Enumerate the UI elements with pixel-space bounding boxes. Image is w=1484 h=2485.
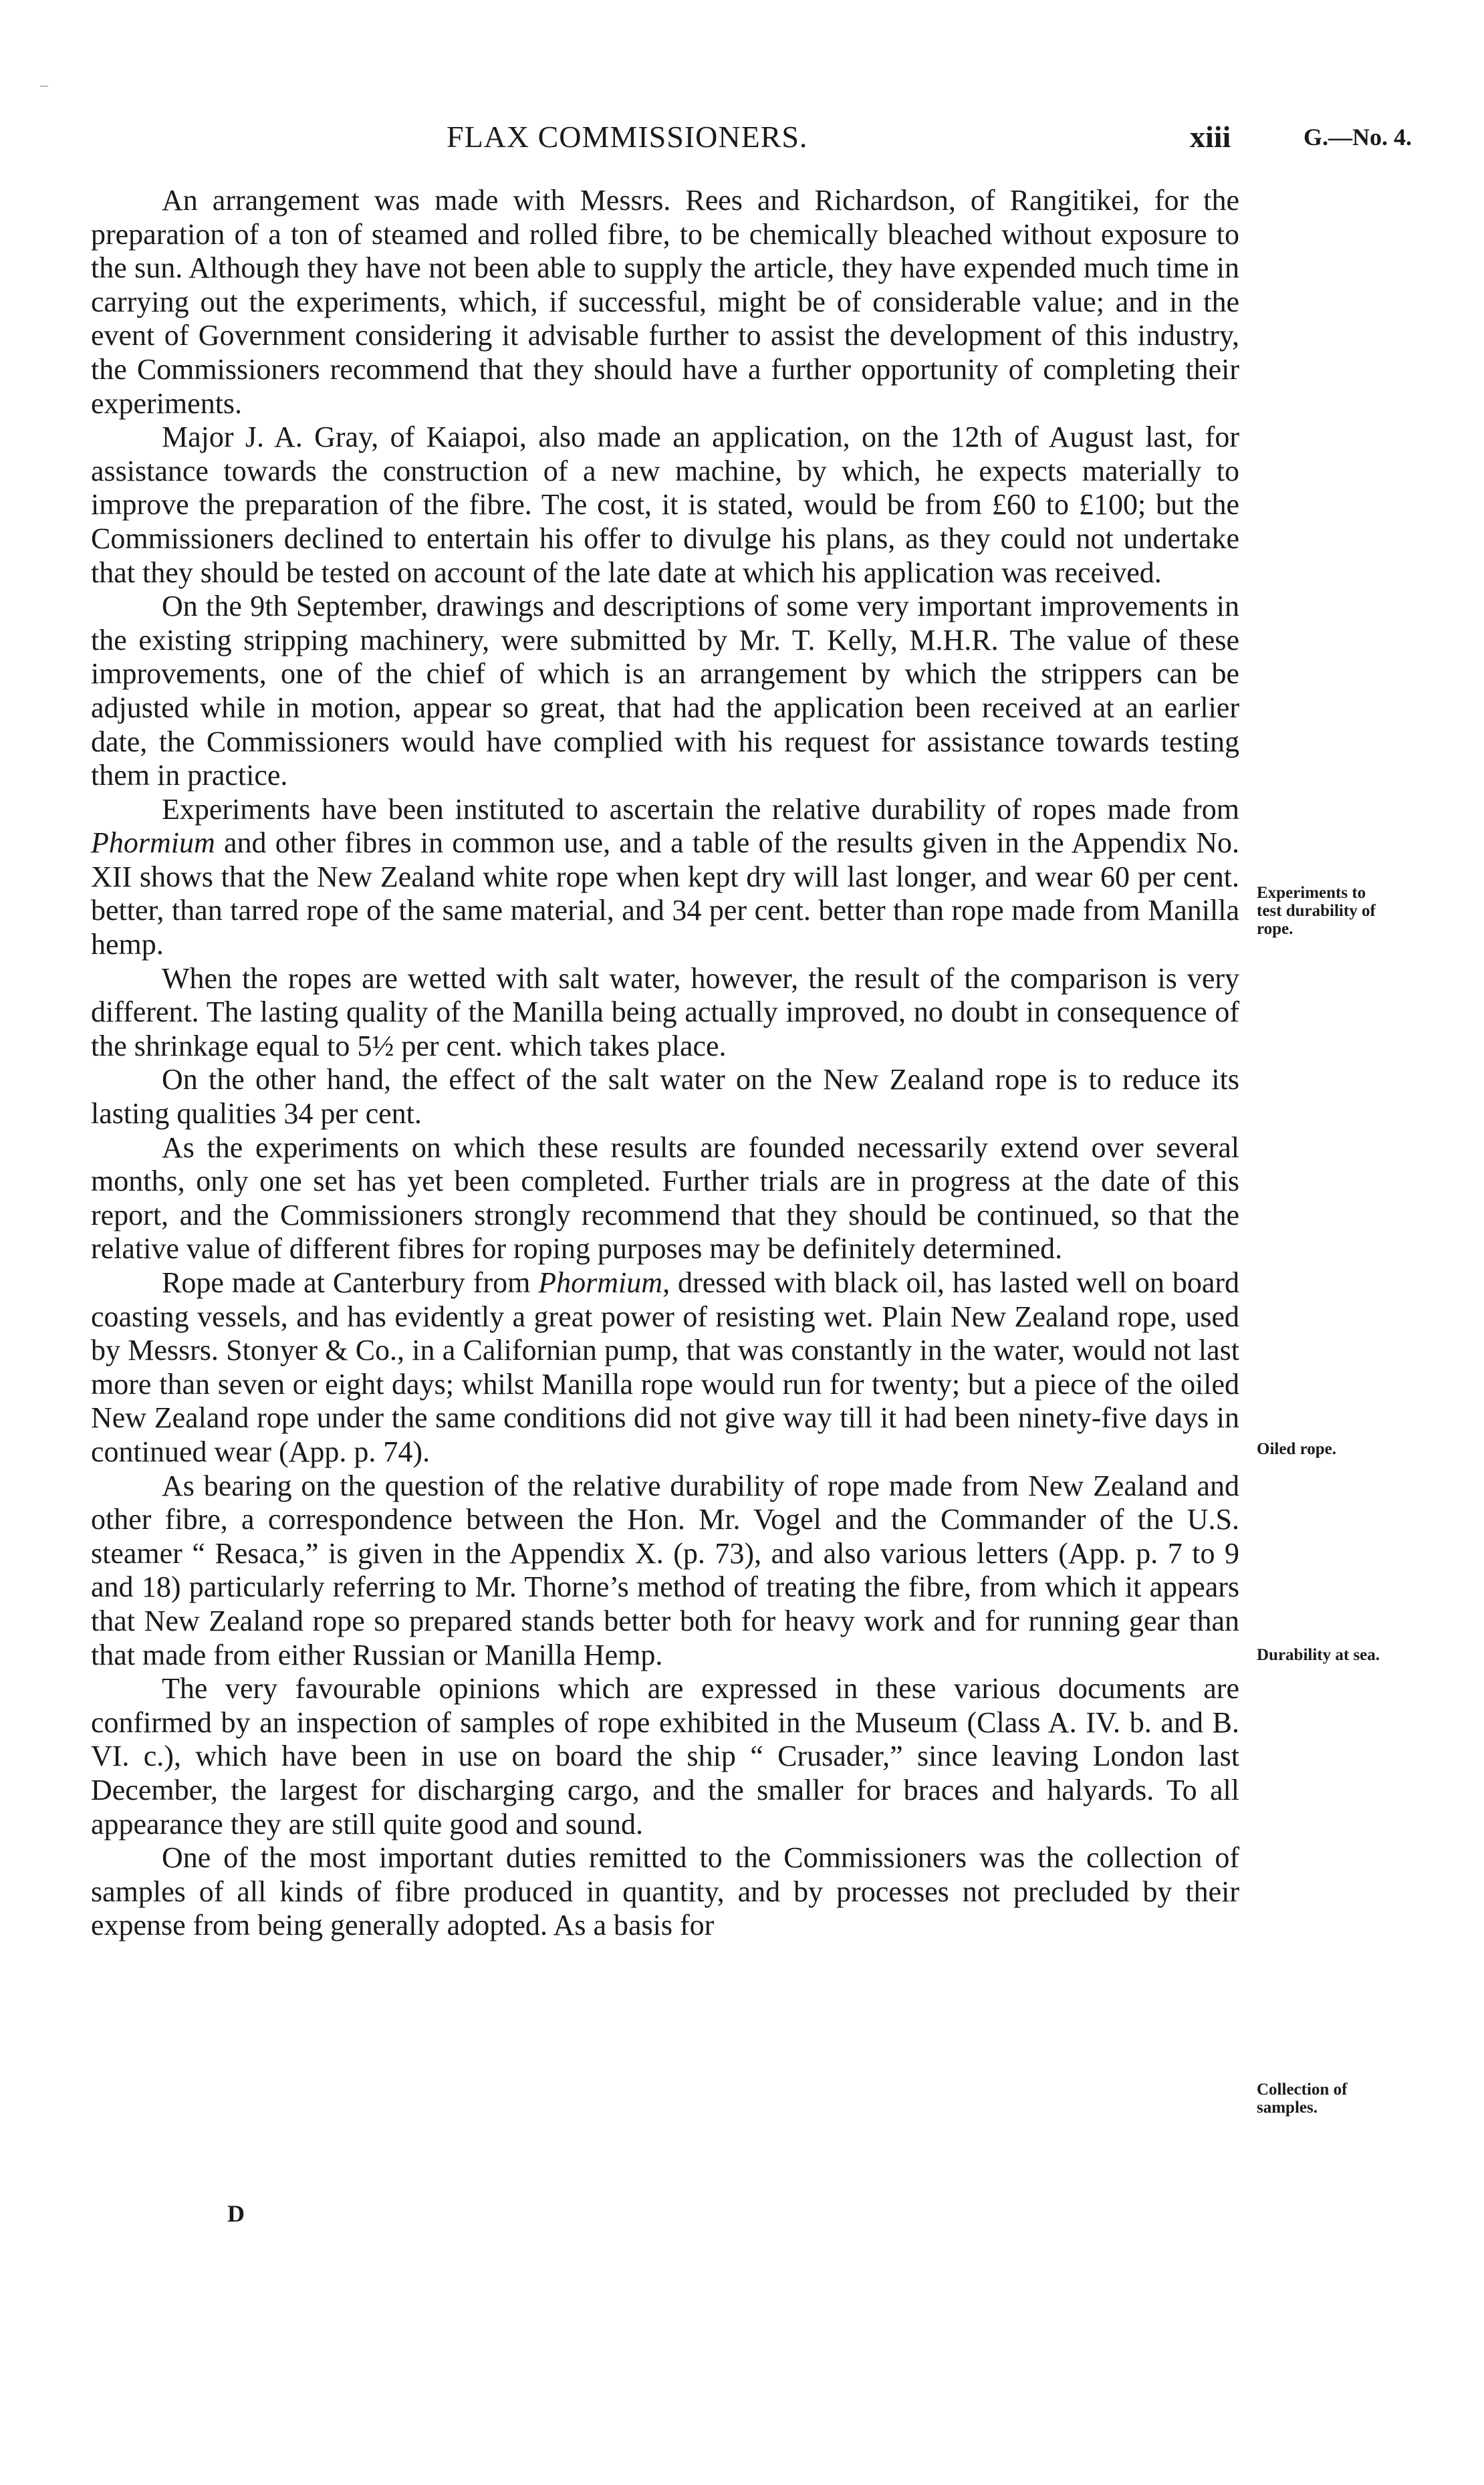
document-reference: G.—No. 4. (1304, 124, 1412, 150)
paragraph-further-trials: As the experiments on which these results are founded necessarily extend over several months, only one set has yet been completed. Further trials are in progress at the date of this report, and the Commissioners strongly recommend that they should be continued, so that the relative value of different fibres for roping purposes may be definitely determined. (91, 1131, 1239, 1266)
scan-mark (40, 86, 48, 87)
signature-mark: D (227, 2200, 245, 2227)
paragraph-major-gray: Major J. A. Gray, of Kaiapoi, also made an application, on the 12th of August last, for assistance towards the construction of a new machine, by which, he expects materially to improve the preparation of the fibre. The cost, it is stated, would be from £60 to £100; but the Commissioners declined to entertain his offer to divulge his plans, as they could not undertake that they should be tested on account of the late date at which his application was received. (91, 421, 1239, 589)
paragraph-rees-richardson: An arrangement was made with Messrs. Rees and Richardson, of Rangitikei, for the preparation of a ton of steamed and rolled fibre, to be chemically bleached without exposure to the sun. Although they have not been able to supply the article, they have expended much time in carrying out the experiments, which, if successful, might be of considerable value; and in the event of Government considering it advisable further to assist the development of this industry, the Commissioners recommend that they should have a further opportunity of completing their experiments. (91, 184, 1239, 420)
margin-note-experiments: Experiments to test durability of rope. (1257, 884, 1376, 938)
paragraph-nz-rope-effect: On the other hand, the effect of the salt water on the New Zealand rope is to reduce its lasting qualities 34 per cent. (91, 1063, 1239, 1131)
margin-note-collection: Collection of samples. (1257, 2081, 1348, 2117)
paragraph-kelly-machinery: On the 9th September, drawings and descriptions of some very important improvements in the existing stripping machinery, were submitted by Mr. T. Kelly, M.H.R. The value of these improvements, one of the chief of which is an arrangement by which the strippers can be adjusted while in motion, appear so great, that had the application been received at an earlier date, the Commissioners would have complied with his request for assistance towards testing them in practice. (91, 590, 1239, 792)
running-header (0, 119, 1484, 159)
paragraph-salt-water: When the ropes are wetted with salt water, however, the result of the comparison is very different. The lasting quality of the Manilla being actually improved, no doubt in consequence of the shrinkage equal to 5½ per cent. which takes place. (91, 961, 1239, 1062)
header-title: FLAX COMMISSIONERS. (447, 120, 808, 154)
paragraph-durability-experiments: Experiments have been instituted to ascertain the relative durability of ropes made from Phormium and other fibres in common use, and a table of the results given in the Appendix No. XII shows that the New Zealand white rope when kept dry will last longer, and wear 60 per cent. better, than tarred rope of the same material, and 34 per cent. better than rope made from Manilla hemp. (91, 792, 1239, 961)
body-text (91, 184, 1239, 1943)
margin-note-oiled-rope: Oiled rope. (1257, 1440, 1336, 1458)
paragraph-oiled-rope: Rope made at Canterbury from Phormium, dressed with black oil, has lasted well on board coasting vessels, and has evidently a great power of resisting wet. Plain New Zealand rope, used by Messrs. Stonyer & Co., in a Californian pump, that was constantly in the water, would not last more than seven or eight days; whilst Manilla rope would run for twenty; but a piece of the oiled New Zealand rope under the same conditions did not give way till it had been ninety-five days in continued wear (App. p. 74). (91, 1266, 1239, 1468)
paragraph-collection-samples: One of the most important duties remitted to the Commissioners was the collection of samples of all kinds of fibre produced in quantity, and by processes not precluded by their expense from being generally adopted. As a basis for (91, 1841, 1239, 1942)
paragraph-crusader-samples: The very favourable opinions which are expressed in these various documents are confirmed by an inspection of samples of rope exhibited in the Museum (Class A. IV. b. and B. VI. c.), which have been in use on board the ship “ Crusader,” since leaving London last December, the largest for discharging cargo, and the smaller for braces and halyards. To all appearance they are still quite good and sound. (91, 1672, 1239, 1841)
paragraph-durability-at-sea: As bearing on the question of the relative durability of rope made from New Zealand and other fibre, a correspondence between the Hon. Mr. Vogel and the Commander of the U.S. steamer “ Resaca,” is given in the Appendix X. (p. 73), and also various letters (App. p. 7 to 9 and 18) particularly referring to Mr. Thorne’s method of treating the fibre, from which it appears that New Zealand rope so prepared stands better both for heavy work and for running gear than that made from either Russian or Manilla Hemp. (91, 1469, 1239, 1671)
margin-note-durability-at-sea: Durability at sea. (1257, 1646, 1380, 1664)
page-number: xiii (1190, 120, 1231, 154)
